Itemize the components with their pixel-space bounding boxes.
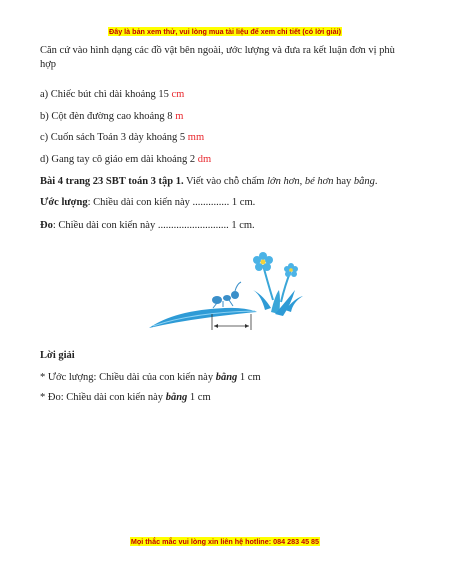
period: . <box>374 176 378 187</box>
exercise-heading <box>40 175 412 189</box>
option-larger: lớn hơn <box>267 176 300 187</box>
solution-measure-value: 1 cm <box>187 392 211 403</box>
answer-d <box>40 153 412 167</box>
answer-d-unit: dm <box>197 154 212 165</box>
answer-c-text: c) Cuốn sách Toán 3 dày khoảng 5 <box>40 132 188 143</box>
solution-measure-word: bằng <box>165 392 188 403</box>
bottom-hotline-banner <box>0 537 450 546</box>
answer-a-unit: cm <box>171 89 185 100</box>
answer-b <box>40 110 412 124</box>
top-banner-text: Đây là bản xem thử, vui lòng mua tài liệu để xem chi tiết (có lời giải) <box>109 27 341 36</box>
solution-estimate-text: * Ước lượng: Chiều dài của con kiến này <box>40 372 216 383</box>
bottom-banner-text: Mọi thắc mắc vui lòng xin liên hệ hotline: 084 283 45 85 <box>130 537 320 546</box>
answer-a-text: a) Chiếc bút chì dài khoảng 15 <box>40 89 172 100</box>
estimate-line <box>40 196 412 210</box>
intro-paragraph: Căn cứ vào hình dạng các đồ vật bên ngoài, ước lượng và đưa ra kết luận đơn vị phù hợp <box>40 45 395 70</box>
top-preview-banner <box>0 27 450 36</box>
exercise-title: Bài 4 trang 23 SBT toán 3 tập 1. <box>40 176 184 187</box>
measure-line <box>40 219 412 233</box>
separator: hay <box>333 176 354 187</box>
estimate-text: : Chiều dài con kiến này .............. 1 cm. <box>87 197 256 208</box>
answer-c-unit: mm <box>187 132 205 143</box>
option-equal: bằng <box>353 176 375 187</box>
solution-measure-text: * Đo: Chiều dài con kiến này <box>40 392 166 403</box>
separator: , <box>299 176 305 187</box>
answer-a <box>40 88 412 102</box>
solution-estimate-word: bằng <box>215 372 238 383</box>
solution-estimate-value: 1 cm <box>237 372 261 383</box>
ant-on-leaf-illustration <box>145 240 305 340</box>
solution-title: Lời giải <box>40 350 75 361</box>
answer-b-unit: m <box>175 111 184 122</box>
estimate-label: Ước lượng <box>40 197 88 208</box>
answer-b-text: b) Cột đèn đường cao khoảng 8 <box>40 111 176 122</box>
solution-line-measure <box>40 391 412 405</box>
answer-c <box>40 131 412 145</box>
option-smaller: bé hơn <box>304 176 334 187</box>
measure-text: : Chiều dài con kiến này ........................... 1 cm. <box>52 220 255 231</box>
solution-line-estimate <box>40 371 412 385</box>
measure-label: Đo <box>40 220 53 231</box>
answer-d-text: d) Gang tay cô giáo em dài khoảng 2 <box>40 154 198 165</box>
exercise-instruction: Viết vào chỗ chấm <box>183 176 268 187</box>
